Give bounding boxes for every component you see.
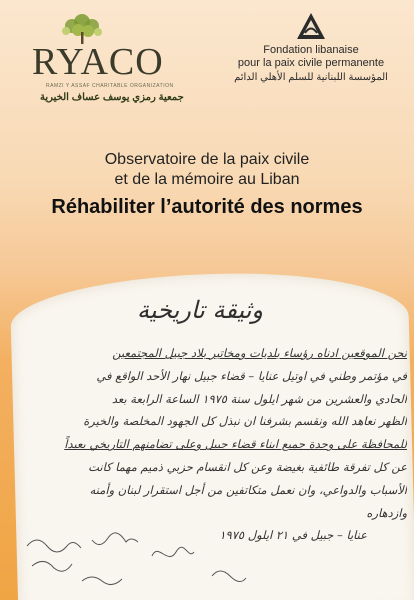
signature [92, 533, 138, 545]
signature [27, 540, 81, 552]
foundation-emblem-icon [296, 12, 326, 40]
manuscript-line: عن كل تفرقة طائفية بغيضة وعن كل انقسام حزبي ذميم مهما كانت [88, 459, 407, 474]
ryaco-subtitle: RAMZI Y ASSAF CHARITABLE ORGANIZATION [46, 83, 174, 89]
manuscript-title: وثيقة تاريخية [136, 296, 263, 324]
ryaco-arabic-name: جمعية رمزي يوسف عساف الخيرية [40, 92, 184, 103]
foundation-logo [226, 12, 396, 83]
foundation-name-line2: pour la paix civile permanente [237, 57, 385, 69]
manuscript-line: في مؤتمر وطني في اوتيل عنايا – قضاء جبيل نهار الأحد الواقع في [96, 368, 407, 383]
signature [212, 571, 246, 582]
manuscript-line: نحن الموقعين ادناه رؤساء بلديات ومخاتير بلاد جبيل المجتمعين [112, 346, 407, 360]
signature [82, 577, 122, 585]
ryaco-logo [20, 10, 190, 110]
title-line-2: et de la mémoire au Liban [114, 171, 300, 188]
cover-titles [0, 150, 414, 219]
signature [32, 561, 72, 571]
title-line-1: Observatoire de la paix civile [104, 151, 310, 168]
main-title: Réhabiliter l’autorité des normes [51, 196, 363, 218]
manuscript-line: الحادي والعشرين من شهر ايلول سنة ١٩٧٥ الساعة الرابعة بعد [111, 391, 407, 406]
manuscript-text [22, 342, 407, 547]
foundation-name-arabic: المؤسسة اللبنانية للسلم الأهلي الدائم [234, 72, 388, 83]
signature [152, 547, 194, 556]
foundation-name-line1: Fondation libanaise [263, 44, 359, 56]
manuscript-line: للمحافظة على وحدة جميع ابناء قضاء جبيل وعلى تضامنهم التاريخي بعيداً [64, 437, 407, 452]
manuscript-line: وازدهاره [366, 505, 407, 520]
manuscript-line: الأسباب والدواعي، وان نعمل متكاتفين من أجل استقرار لبنان وأمنه [89, 482, 407, 497]
manuscript-line: الظهر نعاهد الله ونقسم بشرفنا ان نبذل كل الجهود المخلصة والخيرة [83, 414, 407, 429]
ryaco-wordmark: RYACO [32, 41, 164, 83]
signatures [22, 526, 402, 596]
manuscript-date: عنايا – جبيل في ٢١ ايلول ١٩٧٥ [219, 528, 367, 543]
